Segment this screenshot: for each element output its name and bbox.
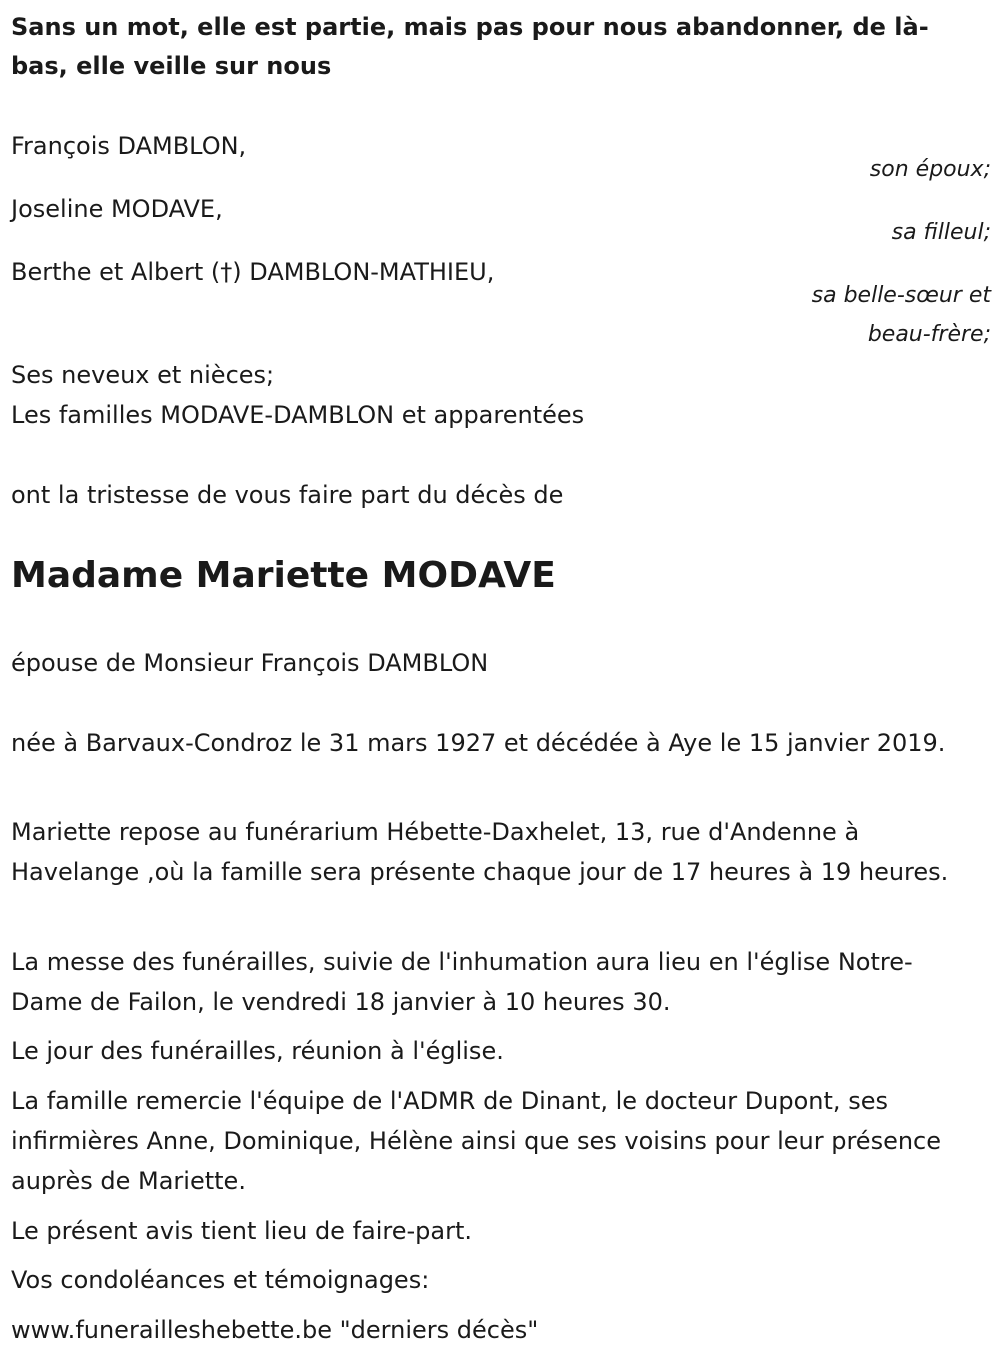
family-member-relation: beau-frère; (867, 322, 991, 347)
birth-death-paragraph: née à Barvaux-Condroz le 31 mars 1927 et décédée à Aye le 15 janvier 2019. (11, 729, 946, 757)
families-line: Les familles MODAVE-DAMBLON et apparentées (11, 401, 585, 429)
family-member-name: Berthe et Albert (†) DAMBLON-MATHIEU, (11, 258, 495, 286)
thanks-paragraph: La famille remercie l'équipe de l'ADMR de Dinant, le docteur Dupont, ses infirmières Anne, Dominique, Hélène ainsi que ses voisins pour leur présence auprès de Mariette. (11, 1087, 942, 1195)
spouse-line: épouse de Monsieur François DAMBLON (11, 649, 489, 677)
family-member-name: François DAMBLON, (11, 132, 247, 160)
family-member-relation: sa filleul; (891, 220, 991, 245)
repose-paragraph: Mariette repose au funérarium Hébette-Daxhelet, 13, rue d'Andenne à Havelange ,où la famille sera présente chaque jour de 17 heures à 19 heures. (11, 818, 949, 886)
meeting-paragraph: Le jour des funérailles, réunion à l'église. (11, 1037, 504, 1065)
website-link[interactable]: www.funerailleshebette.be "derniers décès" (11, 1316, 539, 1344)
notice-paragraph: Le présent avis tient lieu de faire-part. (11, 1217, 473, 1245)
intro-quote: Sans un mot, elle est partie, mais pas pour nous abandonner, de là-bas, elle veille sur nous (11, 13, 929, 80)
nephews-nieces: Ses neveux et nièces; (11, 361, 275, 389)
condolences-label: Vos condoléances et témoignages: (11, 1266, 430, 1294)
family-member-relation: sa belle-sœur et (811, 283, 991, 308)
family-member-relation: son époux; (869, 157, 991, 182)
deceased-name: Madame Mariette MODAVE (11, 555, 556, 596)
family-member-name: Joseline MODAVE, (11, 195, 223, 223)
funeral-mass-paragraph: La messe des funérailles, suivie de l'inhumation aura lieu en l'église Notre-Dame de Failon, le vendredi 18 janvier à 10 heures 30. (11, 948, 913, 1016)
announcement-text: ont la tristesse de vous faire part du décès de (11, 481, 564, 509)
